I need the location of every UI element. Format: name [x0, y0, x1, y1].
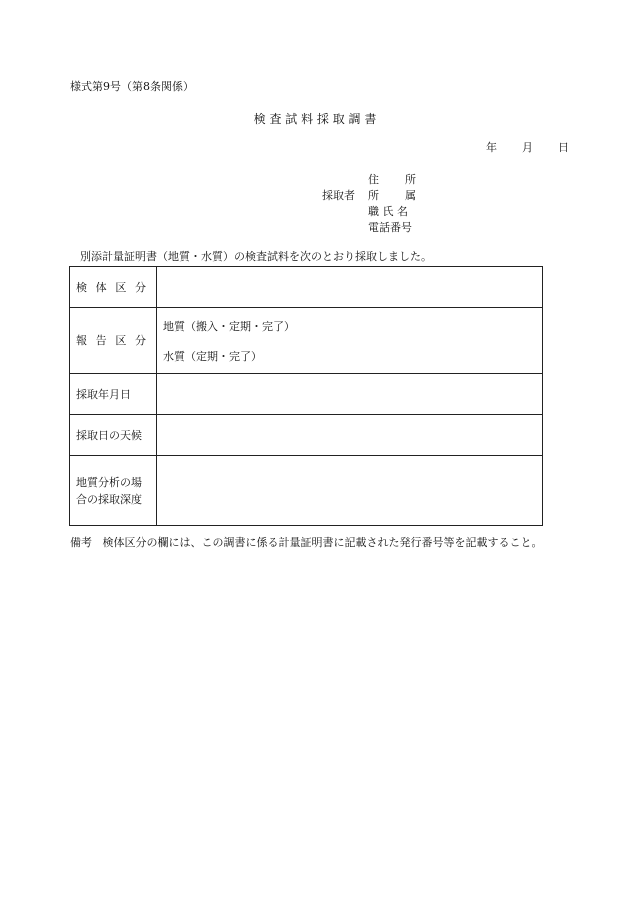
report-soil-option: 地質（搬入・定期・完了） — [163, 319, 295, 333]
form-number: 様式第9号（第8条関係） — [70, 80, 194, 93]
table-row — [70, 267, 543, 308]
specimen-field[interactable] — [157, 267, 543, 308]
sampling-table — [69, 266, 543, 526]
report-field[interactable] — [157, 308, 543, 374]
collector-address-label: 住 所 — [368, 173, 416, 186]
remarks-text: 検体区分の欄には、この調書に係る計量証明書に記載された発行番号等を記載すること。 — [102, 536, 543, 549]
collector-phone-label: 電話番号 — [368, 221, 412, 234]
table-row — [70, 456, 543, 526]
date-month-label: 月 — [522, 141, 533, 154]
depth-field[interactable] — [157, 456, 543, 526]
collector-affiliation-label: 所 属 — [368, 189, 416, 202]
table-row — [70, 415, 543, 456]
date-line — [486, 139, 569, 155]
remarks — [70, 534, 543, 550]
weather-label: 採取日の天候 — [70, 415, 157, 456]
document-title: 検 査 試 料 採 取 調 書 — [253, 112, 377, 126]
table-row — [70, 374, 543, 415]
remarks-label: 備考 — [70, 536, 92, 549]
date-year-label: 年 — [486, 141, 497, 154]
report-label: 報 告 区 分 — [70, 308, 157, 374]
specimen-label: 検 体 区 分 — [70, 267, 157, 308]
report-water-option: 水質（定期・完了） — [163, 349, 262, 363]
date-label: 採取年月日 — [70, 374, 157, 415]
intro-text: 別添計量証明書（地質・水質）の検査試料を次のとおり採取しました。 — [80, 250, 432, 263]
table-row — [70, 308, 543, 374]
collector-name-label: 職 氏 名 — [368, 205, 408, 218]
weather-field[interactable] — [157, 415, 543, 456]
date-field[interactable] — [157, 374, 543, 415]
depth-label: 地質分析の場 合の採取深度 — [70, 456, 157, 526]
collector-label: 採取者 — [322, 189, 355, 202]
date-day-label: 日 — [558, 141, 569, 154]
